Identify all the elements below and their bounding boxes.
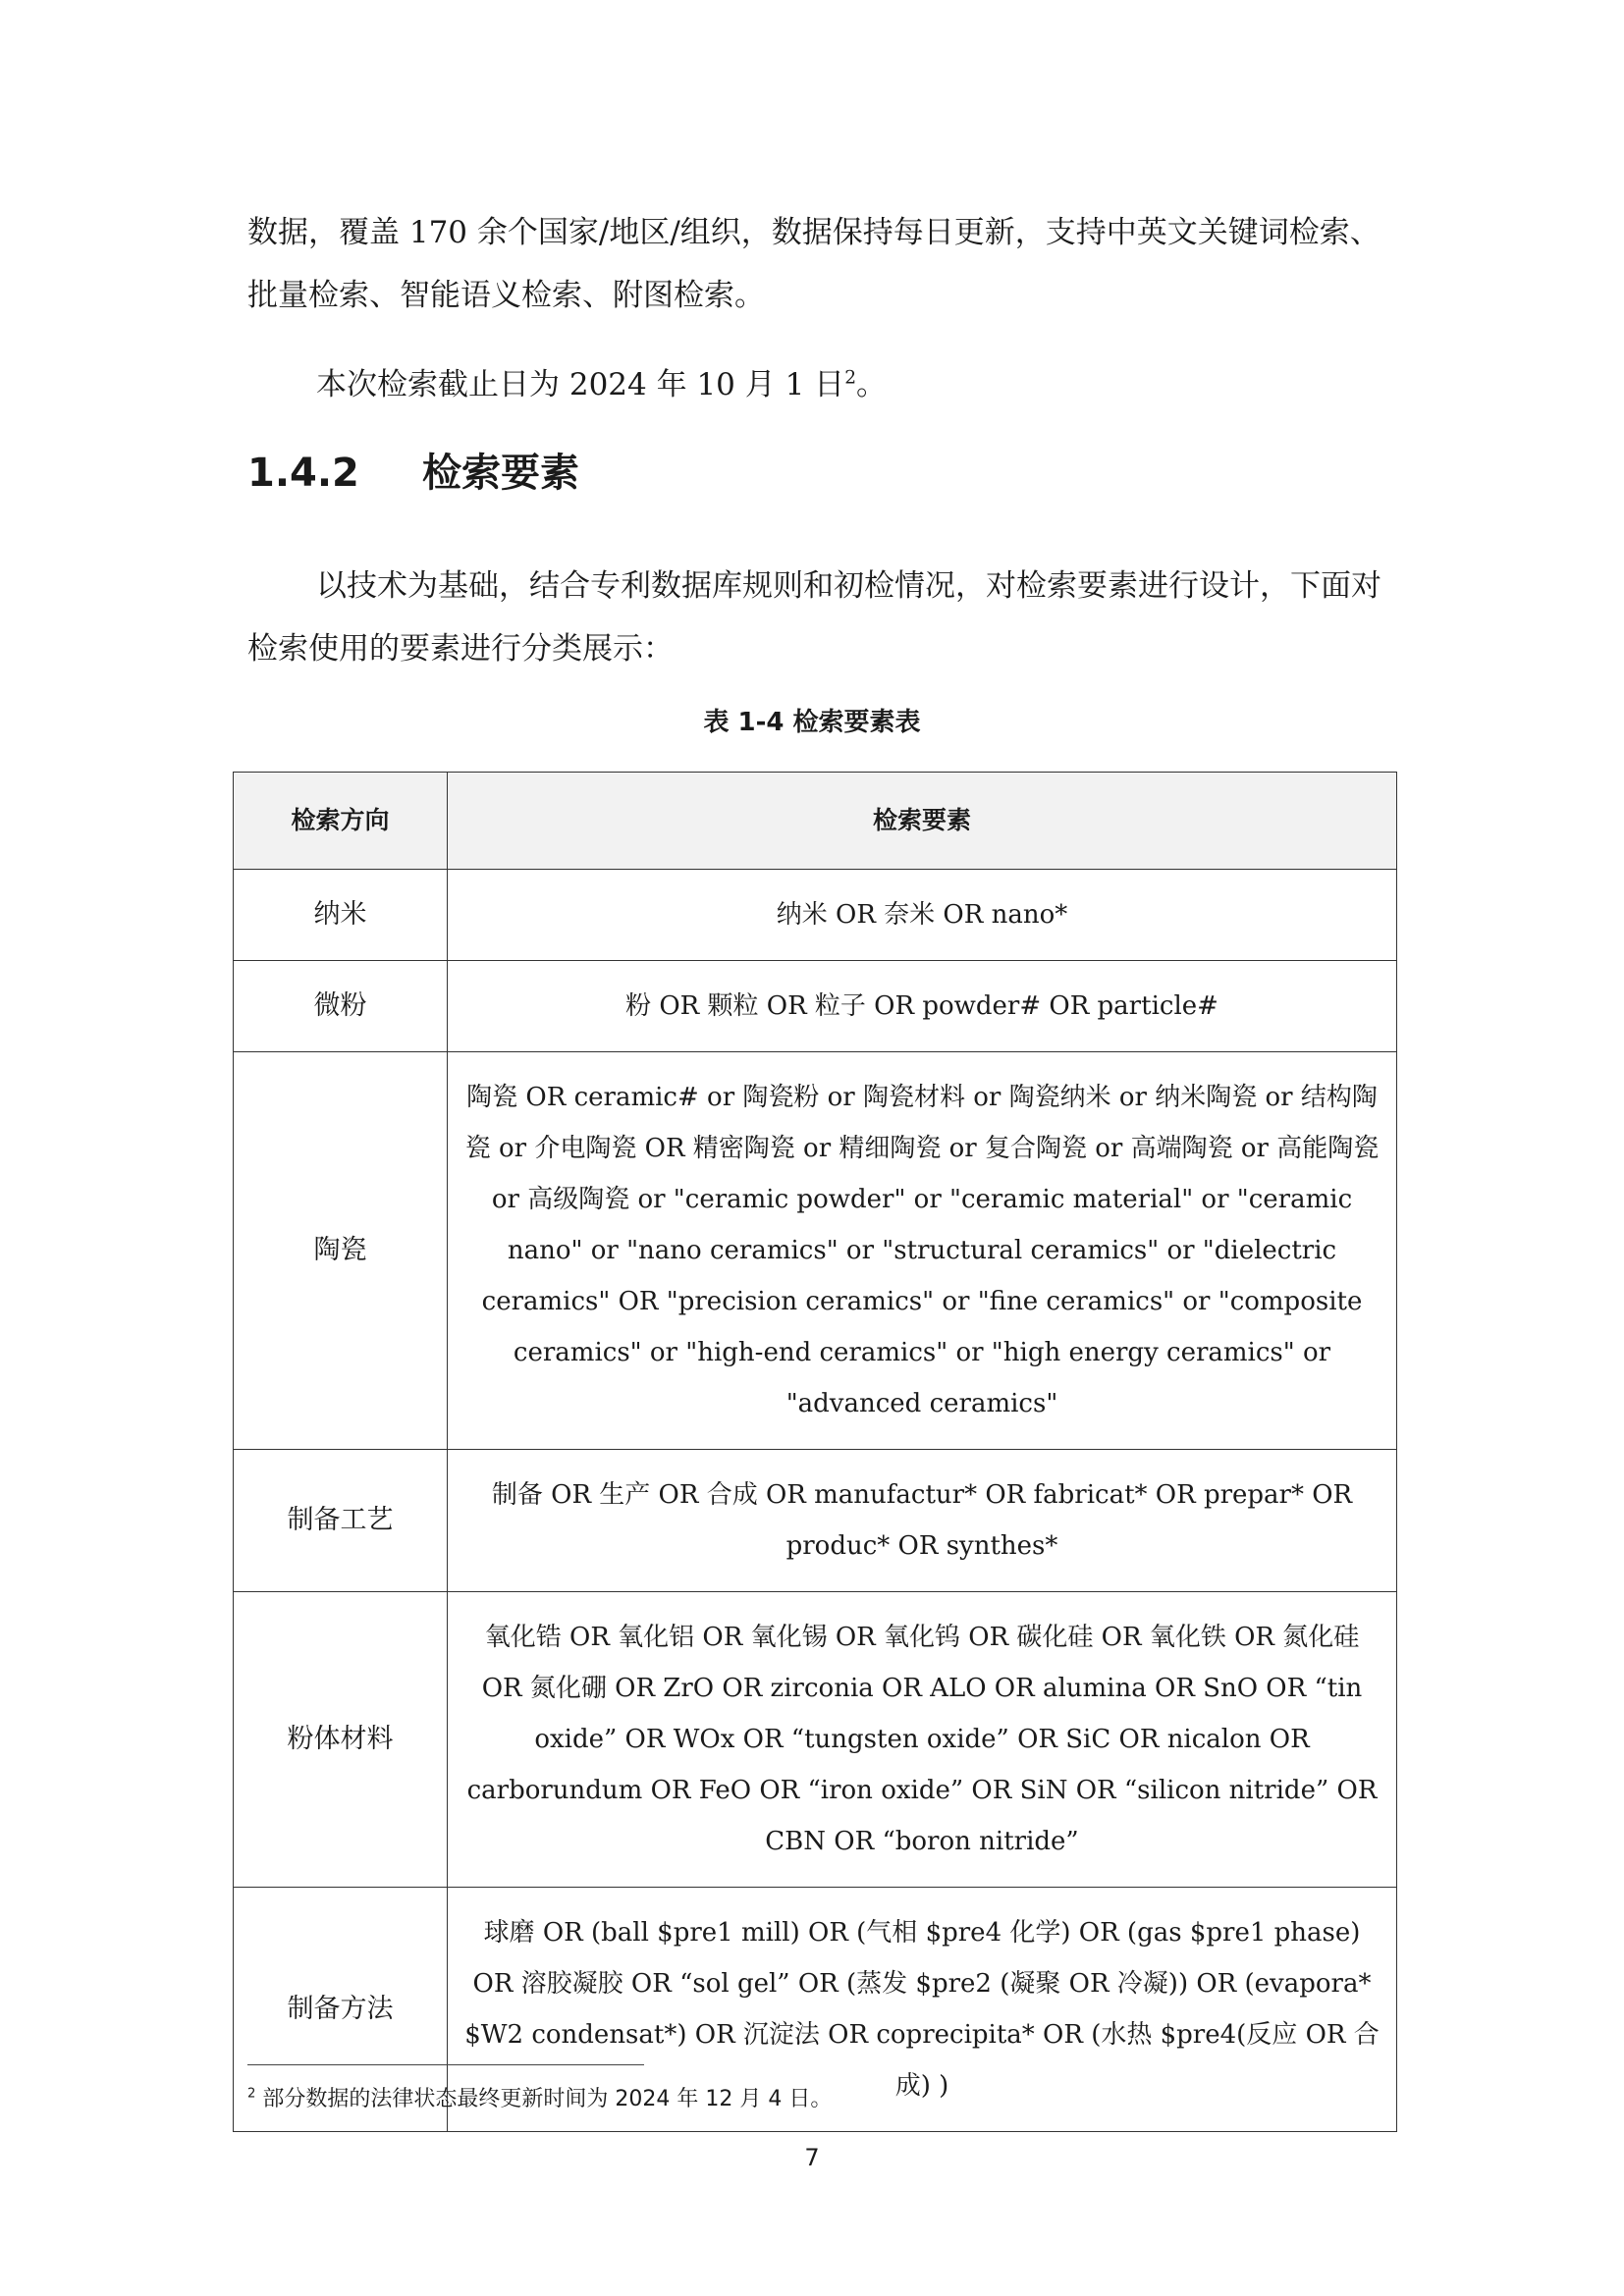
page-number: 7 [804, 2144, 820, 2171]
cutoff-end: 。 [856, 367, 888, 402]
footnote-ref: 2 [844, 367, 857, 389]
design-text: 以技术为基础，结合专利数据库规则和初检情况，对检索要素进行设计，下面对检索使用的要素进行分类展示： [247, 568, 1381, 667]
header-elements: 检索要素 [448, 773, 1397, 870]
table-row [234, 870, 1397, 961]
table-row [234, 961, 1397, 1052]
search-elements-table [233, 772, 1397, 2132]
direction-cell: 粉体材料 [234, 1592, 448, 1888]
table-caption: 表 1-4 检索要素表 [703, 708, 921, 737]
elements-cell: 纳米 OR 奈米 OR nano* [448, 870, 1397, 961]
elements-cell: 粉 OR 颗粒 OR 粒子 OR powder# OR particle# [448, 961, 1397, 1052]
table-row [234, 1450, 1397, 1592]
elements-cell: 陶瓷 OR ceramic# or 陶瓷粉 or 陶瓷材料 or 陶瓷纳米 or 纳米陶瓷 or 结构陶瓷 or 介电陶瓷 OR 精密陶瓷 or 精细陶瓷 or 复合陶瓷 or 高端陶瓷 or 高能陶瓷 or 高级陶瓷 or "ceramic powder" or "ceramic material" or "ceramic nano" or "nano ceramics" or "structural ceramics" or "dielectric ceramics" OR "precision ceramics" or "fine ceramics" or "composite ceramics" or "high-end ceramics" or "high energy ceramics" or "advanced ceramics" [448, 1052, 1397, 1450]
table-header-row [234, 773, 1397, 870]
direction-cell: 纳米 [234, 870, 448, 961]
design-paragraph [247, 555, 1392, 680]
direction-cell: 制备方法 [234, 1888, 448, 2132]
direction-cell: 陶瓷 [234, 1052, 448, 1450]
section-heading [247, 444, 579, 503]
footnote-marker: 2 [247, 2086, 256, 2102]
footnote [247, 2082, 832, 2117]
intro-paragraph: 数据，覆盖 170 余个国家/地区/组织，数据保持每日更新，支持中英文关键词检索、批量检索、智能语义检索、附图检索。 [247, 215, 1380, 313]
section-title: 检索要素 [422, 451, 579, 496]
elements-cell: 制备 OR 生产 OR 合成 OR manufactur* OR fabricat* OR prepar* OR produc* OR synthes* [448, 1450, 1397, 1592]
header-direction: 检索方向 [234, 773, 448, 870]
direction-cell: 制备工艺 [234, 1450, 448, 1592]
section-number: 1.4.2 [247, 451, 359, 496]
elements-cell: 球磨 OR (ball $pre1 mill) OR (气相 $pre4 化学) OR (gas $pre1 phase) OR 溶胶凝胶 OR “sol gel” OR (蒸发 $pre2 (凝聚 OR 冷凝)) OR (evapora* $W2 condensat*) OR 沉淀法 OR coprecipita* OR (水热 $pre4(反应 OR 合成) ) [448, 1888, 1397, 2132]
cutoff-paragraph [247, 353, 1392, 416]
footnote-text: 部分数据的法律状态最终更新时间为 2024 年 12 月 4 日。 [262, 2087, 833, 2111]
footnote-divider [247, 2064, 644, 2065]
elements-cell: 氧化锆 OR 氧化铝 OR 氧化锡 OR 氧化钨 OR 碳化硅 OR 氧化铁 OR 氮化硅 OR 氮化硼 OR ZrO OR zirconia OR ALO OR alumina OR SnO OR “tin oxide” OR WOx OR “tungsten oxide” OR SiC OR nicalon OR carborundum OR FeO OR “iron oxide” OR SiN OR “silicon nitride” OR CBN OR “boron nitride” [448, 1592, 1397, 1888]
cutoff-text: 本次检索截止日为 2024 年 10 月 1 日 [316, 367, 845, 402]
table-row [234, 1052, 1397, 1450]
table-row [234, 1592, 1397, 1888]
direction-cell: 微粉 [234, 961, 448, 1052]
